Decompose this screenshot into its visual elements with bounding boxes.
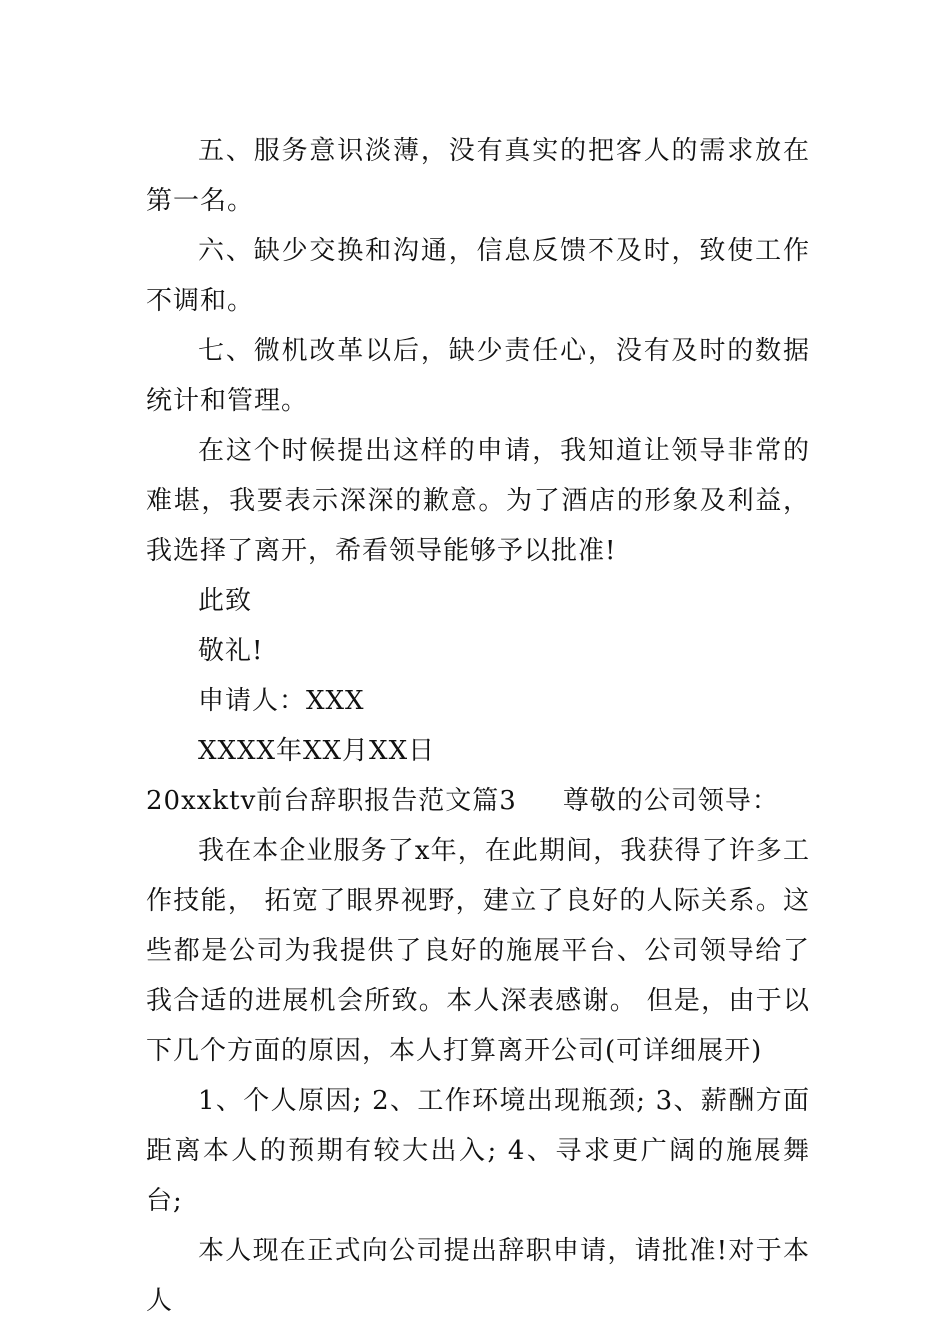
paragraph-item-seven: 七、微机改革以后，缺少责任心，没有及时的数据统计和管理。 (146, 336, 810, 416)
paragraph-item-six: 六、缺少交换和沟通，信息反馈不及时，致使工作不调和。 (146, 236, 810, 316)
date-line: XXXX年XX月XX日 (198, 736, 436, 766)
document-body (146, 126, 810, 1326)
closing-salutation: 此致 (198, 586, 253, 616)
paragraph-service-history: 我在本企业服务了x年，在此期间，我获得了许多工作技能， 拓宽了眼界视野，建立了良好的人际关系。这些都是公司为我提供了良好的施展平台、公司领导给了我合适的进展机会所致。本人深表感谢。 但是，由于以下几个方面的原因，本人打算离开公司(可详细展开) (146, 836, 810, 1066)
paragraph-apology: 在这个时候提出这样的申请，我知道让领导非常的难堪，我要表示深深的歉意。为了酒店的形象及利益，我选择了离开，希看领导能够予以批准! (146, 436, 810, 566)
paragraph-item-five: 五、服务意识淡薄，没有真实的把客人的需求放在第一名。 (146, 136, 810, 216)
applicant-line: 申请人：XXX (198, 686, 365, 716)
paragraph-reasons-list: 1、个人原因; 2、工作环境出现瓶颈; 3、薪酬方面距离本人的预期有较大出入; 4、寻求更广阔的施展舞台; (146, 1086, 810, 1216)
paragraph-formal-request: 本人现在正式向公司提出辞职申请，请批准!对于本人 (146, 1236, 810, 1316)
section-addressee: 尊敬的公司领导： (562, 786, 779, 816)
closing-regards: 敬礼! (198, 636, 264, 666)
section-title: 20xxktv前台辞职报告范文篇3 (146, 786, 517, 816)
section-heading (146, 776, 810, 826)
